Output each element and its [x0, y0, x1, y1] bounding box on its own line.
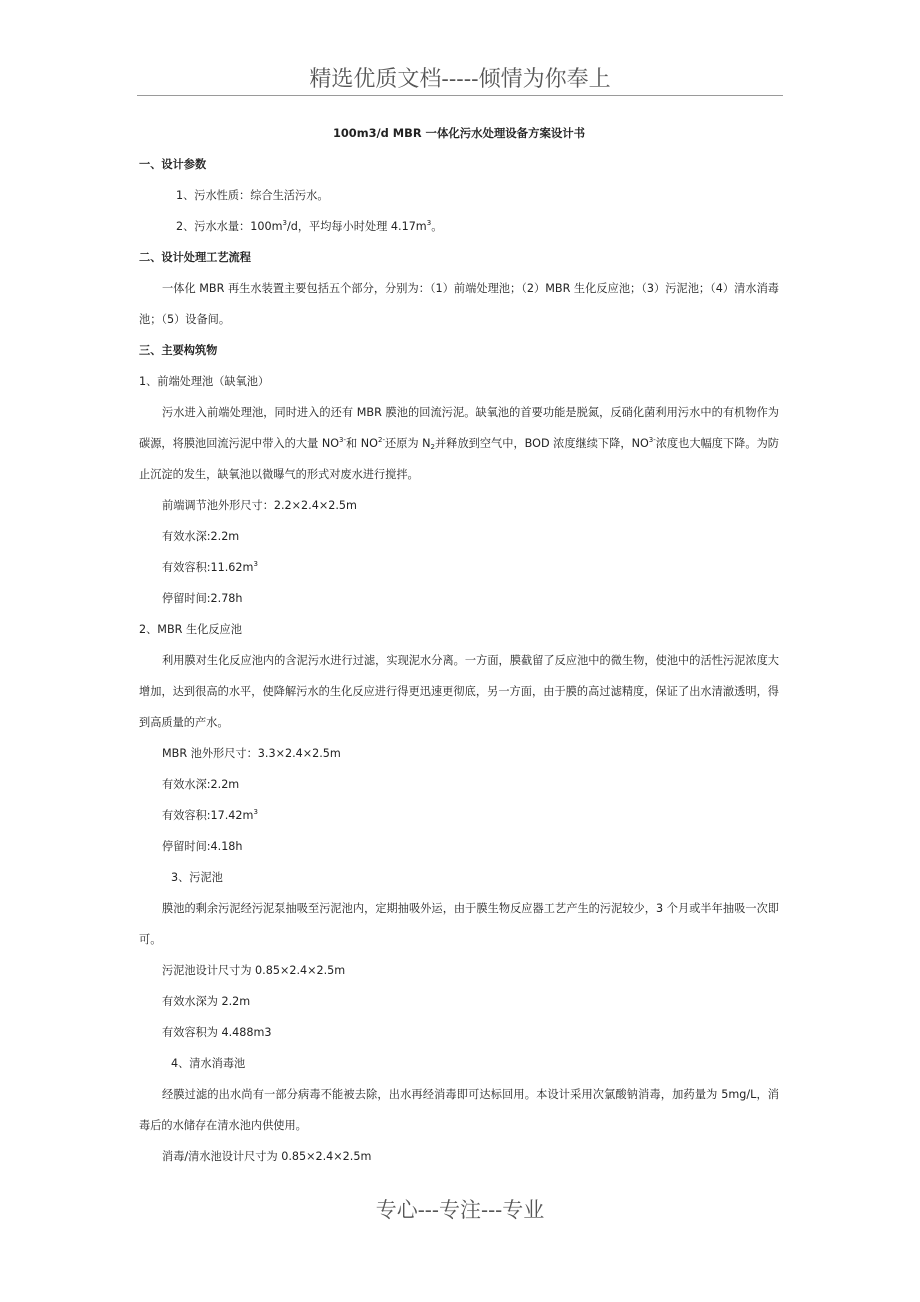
pretreatment-volume: 有效容积$:11.62m^3$ — [162, 560, 258, 574]
param-wastewater-type: 1、污水性质：综合生活污水。 — [176, 189, 329, 202]
section-heading-process-flow: 二、设计处理工艺流程 — [139, 251, 251, 264]
page-header: 精选优质文档-----倾情为你奉上 — [309, 67, 611, 92]
process-flow-paragraph: 一体化 MBR 再生水装置主要包括五个部分，分别为：（1）前端处理池；（2）MBR 生化反应池；（3）污泥池；（4）清水消毒池；（5）设备间。 — [139, 282, 779, 326]
mbr-retention-time: 停留时间:4.18h — [162, 840, 243, 853]
subsection-heading-disinfection: 4、清水消毒池 — [171, 1057, 246, 1070]
sludge-size: 污泥池设计尺寸为 0.85×2.4×2.5m — [162, 964, 346, 977]
page-footer: 专心---专注---专业 — [375, 1198, 545, 1222]
mbr-size: MBR 池外形尺寸：3.3×2.4×2.5m — [162, 747, 341, 760]
mbr-depth: 有效水深:2.2m — [162, 778, 240, 791]
pretreatment-depth: 有效水深:2.2m — [162, 530, 240, 543]
section-heading-main-structures: 三、主要构筑物 — [139, 344, 218, 357]
mbr-paragraph: 利用膜对生化反应池内的含泥污水进行过滤，实现泥水分离。一方面，膜截留了反应池中的微生物，使池中的活性污泥浓度大增加，达到很高的水平，使降解污水的生化反应进行得更迅速更彻底，另一方面，由于膜的高过滤精度，保证了出水清澈透明，得到高质量的产水。 — [139, 654, 779, 729]
disinfection-size: 消毒/清水池设计尺寸为 0.85×2.4×2.5m — [162, 1150, 372, 1163]
param-wastewater-volume: 2、污水水量：$100m^3/d$，平均每小时处理 $4.17m^3$。 — [176, 219, 443, 233]
disinfection-paragraph: 经膜过滤的出水尚有一部分病毒不能被去除，出水再经消毒即可达标回用。本设计采用次氯酸钠消毒，加药量为 5mg/L，消毒后的水储存在清水池内供使用。 — [139, 1088, 779, 1132]
document-body — [139, 118, 779, 1172]
subsection-heading-pretreatment: 1、前端处理池（缺氧池） — [139, 375, 270, 388]
sludge-paragraph: 膜池的剩余污泥经污泥泵抽吸至污泥池内，定期抽吸外运，由于膜生物反应器工艺产生的污泥较少，3 个月或半年抽吸一次即可。 — [139, 902, 779, 946]
pretreatment-retention-time: 停留时间:2.78h — [162, 592, 243, 605]
sludge-volume: 有效容积为 4.488m3 — [162, 1026, 272, 1039]
subsection-heading-mbr: 2、MBR 生化反应池 — [139, 623, 242, 636]
sludge-depth: 有效水深为 2.2m — [162, 995, 251, 1008]
section-heading-design-params: 一、设计参数 — [139, 158, 207, 171]
header-divider — [137, 95, 783, 96]
pretreatment-size: 前端调节池外形尺寸：2.2×2.4×2.5m — [162, 499, 357, 512]
mbr-volume: 有效容积$:17.42m^3$ — [162, 808, 258, 822]
pretreatment-paragraph: 污水进入前端处理池，同时进入的还有 MBR 膜池的回流污泥。缺氧池的首要功能是脱氮，反硝化菌利用污水中的有机物作为碳源，将膜池回流污泥中带入的大量 $NO^{3-}$和 $NO^{2-}$还原为 $N_2$并释放到空气中，BOD 浓度继续下降，$NO^{3-}$浓度也大幅度下降。为防止沉淀的发生，缺氧池以微曝气的形式对废水进行搅拌。 — [139, 406, 779, 481]
subsection-heading-sludge: 3、污泥池 — [171, 871, 223, 884]
document-title: 100m3/d MBR 一体化污水处理设备方案设计书 — [332, 126, 586, 140]
